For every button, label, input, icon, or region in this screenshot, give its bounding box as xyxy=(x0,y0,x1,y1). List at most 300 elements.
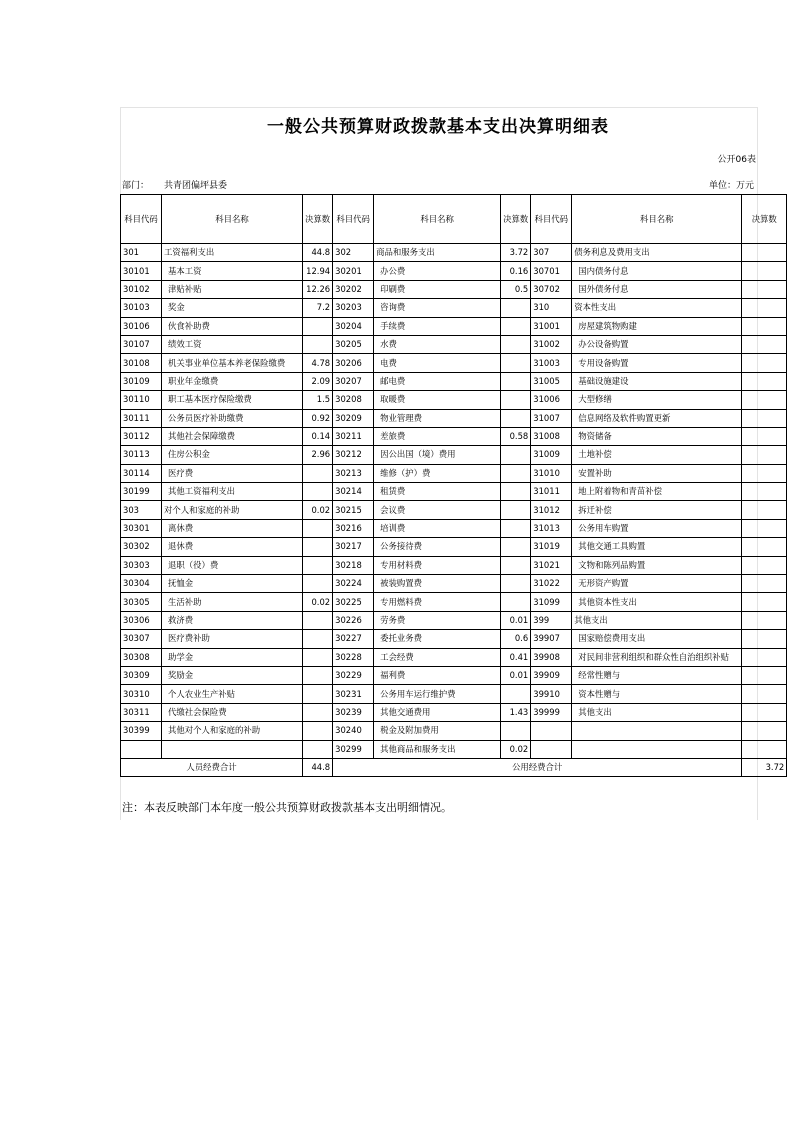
subject-code: 31012 xyxy=(531,501,572,519)
amount xyxy=(303,666,333,684)
amount: 0.14 xyxy=(303,427,333,445)
table-row xyxy=(121,648,787,666)
subject-code: 30308 xyxy=(121,648,162,666)
subject-code: 30211 xyxy=(333,427,374,445)
subject-code: 31013 xyxy=(531,519,572,537)
amount xyxy=(742,593,787,611)
subject-code: 399 xyxy=(531,611,572,629)
col-header: 科目代码 xyxy=(333,195,374,244)
amount xyxy=(742,317,787,335)
amount xyxy=(742,575,787,593)
subject-code: 31005 xyxy=(531,372,572,390)
subject-name: 委托业务费 xyxy=(374,630,501,648)
subject-code: 30226 xyxy=(333,611,374,629)
amount xyxy=(742,280,787,298)
subject-name: 经常性赠与 xyxy=(572,666,742,684)
expenditure-table xyxy=(120,194,787,777)
subject-code: 30303 xyxy=(121,556,162,574)
amount xyxy=(742,446,787,464)
subject-code: 30399 xyxy=(121,722,162,740)
amount xyxy=(303,648,333,666)
amount: 0.01 xyxy=(501,611,531,629)
subject-name xyxy=(162,740,303,758)
subject-name: 文物和陈列品购置 xyxy=(572,556,742,574)
subject-name: 资本性支出 xyxy=(572,299,742,317)
table-row xyxy=(121,391,787,409)
subject-code: 39909 xyxy=(531,666,572,684)
subject-name: 取暖费 xyxy=(374,391,501,409)
amount: 1.43 xyxy=(501,703,531,721)
subject-code: 30114 xyxy=(121,464,162,482)
subject-code: 30227 xyxy=(333,630,374,648)
subject-code: 30212 xyxy=(333,446,374,464)
subject-name: 福利费 xyxy=(374,666,501,684)
table-row xyxy=(121,244,787,262)
table-row xyxy=(121,722,787,740)
subject-name: 对民间非营利组织和群众性自治组织补贴 xyxy=(572,648,742,666)
subject-code: 30113 xyxy=(121,446,162,464)
amount xyxy=(742,703,787,721)
subject-code: 31007 xyxy=(531,409,572,427)
table-row xyxy=(121,317,787,335)
subject-name: 工资福利支出 xyxy=(162,244,303,262)
totals-row xyxy=(121,758,787,776)
subject-code: 301 xyxy=(121,244,162,262)
amount xyxy=(501,446,531,464)
table-row xyxy=(121,593,787,611)
col-header: 科目名称 xyxy=(162,195,303,244)
subject-code: 31008 xyxy=(531,427,572,445)
subject-code: 30306 xyxy=(121,611,162,629)
amount xyxy=(303,556,333,574)
amount: 3.72 xyxy=(501,244,531,262)
subject-name: 租赁费 xyxy=(374,483,501,501)
amount xyxy=(303,740,333,758)
table-row xyxy=(121,630,787,648)
amount xyxy=(303,519,333,537)
amount xyxy=(501,556,531,574)
subject-code: 302 xyxy=(333,244,374,262)
subject-name: 土地补偿 xyxy=(572,446,742,464)
public-total-value: 3.72 xyxy=(742,758,787,776)
amount xyxy=(742,299,787,317)
subject-code: 30103 xyxy=(121,299,162,317)
amount xyxy=(501,501,531,519)
amount xyxy=(501,391,531,409)
subject-code: 39907 xyxy=(531,630,572,648)
col-header: 科目代码 xyxy=(531,195,572,244)
amount: 0.41 xyxy=(501,648,531,666)
amount xyxy=(501,317,531,335)
amount: 0.02 xyxy=(303,501,333,519)
subject-code: 31003 xyxy=(531,354,572,372)
amount xyxy=(303,575,333,593)
subject-code: 30107 xyxy=(121,335,162,353)
table-row xyxy=(121,575,787,593)
subject-code: 30108 xyxy=(121,354,162,372)
subject-code: 30206 xyxy=(333,354,374,372)
subject-name: 职业年金缴费 xyxy=(162,372,303,390)
subject-name: 对个人和家庭的补助 xyxy=(162,501,303,519)
amount: 0.5 xyxy=(501,280,531,298)
subject-code: 31010 xyxy=(531,464,572,482)
subject-code: 30231 xyxy=(333,685,374,703)
subject-name: 物资储备 xyxy=(572,427,742,445)
subject-name: 退休费 xyxy=(162,538,303,556)
subject-name xyxy=(572,722,742,740)
amount xyxy=(501,372,531,390)
amount xyxy=(742,409,787,427)
subject-code: 30302 xyxy=(121,538,162,556)
table-row xyxy=(121,519,787,537)
subject-name: 办公设备购置 xyxy=(572,335,742,353)
subject-code: 31099 xyxy=(531,593,572,611)
table-row xyxy=(121,409,787,427)
subject-name: 伙食补助费 xyxy=(162,317,303,335)
subject-name: 办公费 xyxy=(374,262,501,280)
subject-name: 安置补助 xyxy=(572,464,742,482)
subject-name: 专用设备购置 xyxy=(572,354,742,372)
subject-name: 机关事业单位基本养老保险缴费 xyxy=(162,354,303,372)
subject-name: 公务员医疗补助缴费 xyxy=(162,409,303,427)
subject-code: 30102 xyxy=(121,280,162,298)
amount: 2.09 xyxy=(303,372,333,390)
amount: 0.01 xyxy=(501,666,531,684)
subject-name: 房屋建筑物购建 xyxy=(572,317,742,335)
subject-name: 会议费 xyxy=(374,501,501,519)
amount xyxy=(303,611,333,629)
amount xyxy=(742,722,787,740)
table-row xyxy=(121,280,787,298)
subject-name: 其他交通费用 xyxy=(374,703,501,721)
subject-code: 30228 xyxy=(333,648,374,666)
unit-label: 单位：万元 xyxy=(708,181,754,191)
subject-code: 30112 xyxy=(121,427,162,445)
subject-name: 其他支出 xyxy=(572,611,742,629)
col-header: 决算数 xyxy=(742,195,787,244)
amount: 0.6 xyxy=(501,630,531,648)
subject-code: 30301 xyxy=(121,519,162,537)
subject-code: 307 xyxy=(531,244,572,262)
subject-code: 30204 xyxy=(333,317,374,335)
subject-name: 其他对个人和家庭的补助 xyxy=(162,722,303,740)
subject-name: 被装购置费 xyxy=(374,575,501,593)
subject-code: 31011 xyxy=(531,483,572,501)
amount xyxy=(742,483,787,501)
personnel-total-value: 44.8 xyxy=(303,758,333,776)
amount xyxy=(742,630,787,648)
department-row xyxy=(120,175,756,193)
subject-name: 其他工资福利支出 xyxy=(162,483,303,501)
subject-code: 31006 xyxy=(531,391,572,409)
table-row xyxy=(121,556,787,574)
subject-code: 39908 xyxy=(531,648,572,666)
amount xyxy=(303,464,333,482)
amount xyxy=(742,354,787,372)
subject-name: 专用材料费 xyxy=(374,556,501,574)
subject-code: 30109 xyxy=(121,372,162,390)
subject-name: 咨询费 xyxy=(374,299,501,317)
amount xyxy=(742,427,787,445)
col-header: 科目名称 xyxy=(374,195,501,244)
subject-code: 31002 xyxy=(531,335,572,353)
table-row xyxy=(121,685,787,703)
subject-code: 310 xyxy=(531,299,572,317)
subject-code: 30201 xyxy=(333,262,374,280)
subject-name: 奖金 xyxy=(162,299,303,317)
amount: 0.58 xyxy=(501,427,531,445)
table-row xyxy=(121,427,787,445)
subject-code: 30110 xyxy=(121,391,162,409)
amount xyxy=(501,685,531,703)
amount xyxy=(742,740,787,758)
subject-name: 手续费 xyxy=(374,317,501,335)
subject-code: 30101 xyxy=(121,262,162,280)
subject-name: 公务用车购置 xyxy=(572,519,742,537)
public-total-label: 公用经费合计 xyxy=(333,758,742,776)
amount: 44.8 xyxy=(303,244,333,262)
amount xyxy=(501,593,531,611)
subject-name: 电费 xyxy=(374,354,501,372)
subject-name: 其他社会保障缴费 xyxy=(162,427,303,445)
subject-name: 国内债务付息 xyxy=(572,262,742,280)
subject-code: 30307 xyxy=(121,630,162,648)
subject-code: 30702 xyxy=(531,280,572,298)
amount xyxy=(303,483,333,501)
amount xyxy=(501,722,531,740)
subject-name: 拆迁补偿 xyxy=(572,501,742,519)
subject-name: 培训费 xyxy=(374,519,501,537)
amount: 2.96 xyxy=(303,446,333,464)
subject-code: 30224 xyxy=(333,575,374,593)
subject-name: 津贴补贴 xyxy=(162,280,303,298)
department-label: 部门： xyxy=(122,181,150,191)
subject-name: 生活补助 xyxy=(162,593,303,611)
amount xyxy=(501,464,531,482)
table-row xyxy=(121,262,787,280)
amount xyxy=(303,335,333,353)
subject-code: 30309 xyxy=(121,666,162,684)
amount xyxy=(303,703,333,721)
amount xyxy=(501,538,531,556)
footnote: 注：本表反映部门本年度一般公共预算财政拨款基本支出明细情况。 xyxy=(122,801,452,814)
subject-name: 无形资产购置 xyxy=(572,575,742,593)
subject-code: 30225 xyxy=(333,593,374,611)
amount xyxy=(742,464,787,482)
amount xyxy=(742,501,787,519)
subject-code: 30199 xyxy=(121,483,162,501)
amount: 4.78 xyxy=(303,354,333,372)
subject-name: 绩效工资 xyxy=(162,335,303,353)
table-row xyxy=(121,501,787,519)
table-row xyxy=(121,483,787,501)
subject-name: 住房公积金 xyxy=(162,446,303,464)
subject-code: 30207 xyxy=(333,372,374,390)
table-body xyxy=(121,244,787,759)
subject-code: 30214 xyxy=(333,483,374,501)
subject-code: 31021 xyxy=(531,556,572,574)
subject-code: 30218 xyxy=(333,556,374,574)
subject-name: 大型修缮 xyxy=(572,391,742,409)
subject-name: 国外债务付息 xyxy=(572,280,742,298)
subject-code: 30203 xyxy=(333,299,374,317)
table-row xyxy=(121,372,787,390)
amount: 1.5 xyxy=(303,391,333,409)
table-row xyxy=(121,611,787,629)
subject-code: 30202 xyxy=(333,280,374,298)
amount xyxy=(742,685,787,703)
table-row xyxy=(121,299,787,317)
table-row xyxy=(121,335,787,353)
department-name: 共青团偏坪县委 xyxy=(164,181,228,191)
subject-code: 30106 xyxy=(121,317,162,335)
subject-code xyxy=(531,740,572,758)
subject-name: 基本工资 xyxy=(162,262,303,280)
subject-name: 救济费 xyxy=(162,611,303,629)
subject-code: 30215 xyxy=(333,501,374,519)
form-number: 公开06表 xyxy=(717,155,756,165)
amount xyxy=(742,244,787,262)
subject-name: 税金及附加费用 xyxy=(374,722,501,740)
amount xyxy=(501,409,531,427)
amount xyxy=(303,685,333,703)
subject-name: 退职（役）费 xyxy=(162,556,303,574)
subject-code: 30304 xyxy=(121,575,162,593)
amount xyxy=(742,335,787,353)
col-header: 决算数 xyxy=(303,195,333,244)
amount xyxy=(501,575,531,593)
subject-code: 30299 xyxy=(333,740,374,758)
subject-code: 30217 xyxy=(333,538,374,556)
header-row xyxy=(121,195,787,244)
subject-name: 职工基本医疗保险缴费 xyxy=(162,391,303,409)
amount xyxy=(742,556,787,574)
subject-code: 30701 xyxy=(531,262,572,280)
subject-code: 30213 xyxy=(333,464,374,482)
amount xyxy=(742,648,787,666)
subject-name: 印刷费 xyxy=(374,280,501,298)
subject-code: 31009 xyxy=(531,446,572,464)
amount xyxy=(303,317,333,335)
subject-name: 离休费 xyxy=(162,519,303,537)
subject-name xyxy=(572,740,742,758)
subject-code: 30216 xyxy=(333,519,374,537)
subject-code: 31019 xyxy=(531,538,572,556)
subject-name: 其他交通工具购置 xyxy=(572,538,742,556)
amount: 0.92 xyxy=(303,409,333,427)
amount: 12.94 xyxy=(303,262,333,280)
page-title: 一般公共预算财政拨款基本支出决算明细表 xyxy=(267,117,609,137)
subject-name: 奖励金 xyxy=(162,666,303,684)
subject-name: 维修（护）费 xyxy=(374,464,501,482)
subject-name: 公务接待费 xyxy=(374,538,501,556)
subject-name: 其他商品和服务支出 xyxy=(374,740,501,758)
table-row xyxy=(121,703,787,721)
amount xyxy=(742,611,787,629)
amount xyxy=(303,722,333,740)
subject-code: 31022 xyxy=(531,575,572,593)
subject-code: 30208 xyxy=(333,391,374,409)
amount xyxy=(303,630,333,648)
table-row xyxy=(121,666,787,684)
subject-name: 资本性赠与 xyxy=(572,685,742,703)
amount xyxy=(742,538,787,556)
amount xyxy=(742,666,787,684)
table-row xyxy=(121,464,787,482)
subject-code: 39910 xyxy=(531,685,572,703)
amount xyxy=(742,372,787,390)
subject-name: 医疗费 xyxy=(162,464,303,482)
subject-name: 商品和服务支出 xyxy=(374,244,501,262)
subject-name: 劳务费 xyxy=(374,611,501,629)
subject-name: 基础设施建设 xyxy=(572,372,742,390)
subject-name: 代缴社会保险费 xyxy=(162,703,303,721)
subject-code: 31001 xyxy=(531,317,572,335)
subject-code: 30311 xyxy=(121,703,162,721)
subject-name: 债务利息及费用支出 xyxy=(572,244,742,262)
col-header: 科目代码 xyxy=(121,195,162,244)
amount xyxy=(742,519,787,537)
amount xyxy=(501,483,531,501)
subject-code: 30239 xyxy=(333,703,374,721)
subject-name: 国家赔偿费用支出 xyxy=(572,630,742,648)
amount: 0.02 xyxy=(501,740,531,758)
table-row xyxy=(121,446,787,464)
col-header: 决算数 xyxy=(501,195,531,244)
subject-name: 个人农业生产补贴 xyxy=(162,685,303,703)
amount xyxy=(303,538,333,556)
subject-name: 专用燃料费 xyxy=(374,593,501,611)
subject-name: 其他支出 xyxy=(572,703,742,721)
amount xyxy=(501,335,531,353)
amount xyxy=(742,391,787,409)
subject-name: 工会经费 xyxy=(374,648,501,666)
amount xyxy=(742,262,787,280)
subject-code: 303 xyxy=(121,501,162,519)
subject-name: 地上附着物和青苗补偿 xyxy=(572,483,742,501)
subject-code: 30209 xyxy=(333,409,374,427)
subject-name: 抚恤金 xyxy=(162,575,303,593)
subject-name: 水费 xyxy=(374,335,501,353)
amount xyxy=(501,519,531,537)
personnel-total-label: 人员经费合计 xyxy=(121,758,303,776)
subject-code: 30205 xyxy=(333,335,374,353)
subject-name: 因公出国（境）费用 xyxy=(374,446,501,464)
col-header: 科目名称 xyxy=(572,195,742,244)
table-row xyxy=(121,740,787,758)
subject-name: 助学金 xyxy=(162,648,303,666)
subject-name: 邮电费 xyxy=(374,372,501,390)
table-row xyxy=(121,354,787,372)
subject-code: 30310 xyxy=(121,685,162,703)
amount: 12.26 xyxy=(303,280,333,298)
subject-code xyxy=(531,722,572,740)
subject-code: 39999 xyxy=(531,703,572,721)
subject-name: 医疗费补助 xyxy=(162,630,303,648)
amount: 0.16 xyxy=(501,262,531,280)
amount xyxy=(501,299,531,317)
subject-code: 30305 xyxy=(121,593,162,611)
subject-name: 物业管理费 xyxy=(374,409,501,427)
amount xyxy=(501,354,531,372)
subject-name: 差旅费 xyxy=(374,427,501,445)
subject-name: 公务用车运行维护费 xyxy=(374,685,501,703)
subject-code: 30240 xyxy=(333,722,374,740)
subject-code: 30229 xyxy=(333,666,374,684)
amount: 7.2 xyxy=(303,299,333,317)
subject-code: 30111 xyxy=(121,409,162,427)
table-row xyxy=(121,538,787,556)
